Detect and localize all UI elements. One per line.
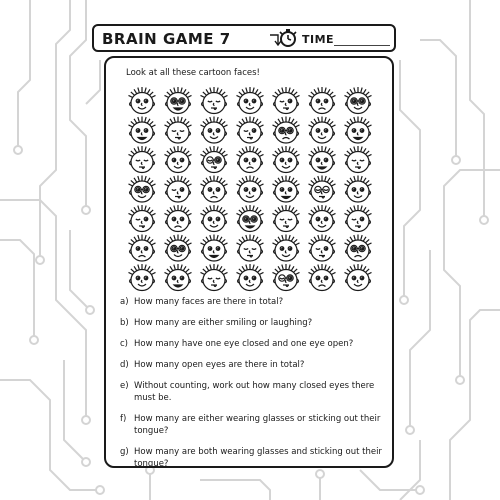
cartoon-face-icon <box>128 117 155 144</box>
cartoon-face-icon <box>164 205 191 232</box>
cartoon-face-icon <box>164 146 191 173</box>
cartoon-face-icon <box>200 146 227 173</box>
question-letter: b) <box>120 318 129 328</box>
cartoon-face-icon <box>164 117 191 144</box>
time-entry-line[interactable] <box>334 45 390 46</box>
stopwatch-icon <box>278 28 298 48</box>
faces-grid-drawing <box>124 86 376 292</box>
game-title: BRAIN GAME 7 <box>102 30 231 48</box>
cartoon-face-icon <box>272 117 299 144</box>
cartoon-face-icon <box>272 87 299 114</box>
game-header <box>92 24 396 52</box>
cartoon-face-icon <box>236 264 263 291</box>
cartoon-face-icon <box>128 264 155 291</box>
question-text: How many are either wearing glasses or sticking out their tongue? <box>134 414 381 436</box>
question-item <box>120 380 388 404</box>
cartoon-face-icon <box>344 117 371 144</box>
question-letter: d) <box>120 360 129 370</box>
cartoon-face-icon <box>272 205 299 232</box>
question-letter: a) <box>120 297 129 307</box>
cartoon-face-icon <box>200 176 227 203</box>
cartoon-face-icon <box>200 235 227 262</box>
question-item <box>120 413 388 437</box>
cartoon-face-icon <box>308 176 335 203</box>
cartoon-face-icon <box>164 264 191 291</box>
question-letter: c) <box>120 339 128 349</box>
question-text: How many are either smiling or laughing? <box>134 318 313 328</box>
question-item <box>120 338 388 350</box>
cartoon-face-icon <box>200 87 227 114</box>
cartoon-face-icon <box>236 176 263 203</box>
cartoon-face-icon <box>128 146 155 173</box>
cartoon-face-icon <box>128 235 155 262</box>
question-item <box>120 317 388 329</box>
question-letter: g) <box>120 447 129 457</box>
cartoon-face-icon <box>200 117 227 144</box>
cartoon-face-icon <box>308 87 335 114</box>
cartoon-face-icon <box>308 235 335 262</box>
question-item <box>120 359 388 371</box>
question-text: How many are both wearing glasses and sticking out their tongue? <box>134 447 382 469</box>
cartoon-face-icon <box>344 176 371 203</box>
cartoon-face-icon <box>236 146 263 173</box>
cartoon-face-icon <box>164 235 191 262</box>
cartoon-face-icon <box>344 264 371 291</box>
cartoon-face-icon <box>128 87 155 114</box>
question-item <box>120 296 388 308</box>
cartoon-face-icon <box>236 117 263 144</box>
intro-text: Look at all these cartoon faces! <box>126 68 260 78</box>
question-letter: e) <box>120 381 129 391</box>
question-text: How many open eyes are there in total? <box>134 360 305 370</box>
question-text: Without counting, work out how many closed eyes there must be. <box>134 381 375 403</box>
cartoon-face-icon <box>236 235 263 262</box>
cartoon-face-icon <box>272 146 299 173</box>
cartoon-face-icon <box>128 176 155 203</box>
cartoon-face-icon <box>344 205 371 232</box>
cartoon-face-icon <box>164 87 191 114</box>
question-item <box>120 446 388 470</box>
question-text: How many faces are there in total? <box>134 297 284 307</box>
question-text: How many have one eye closed and one eye open? <box>134 339 354 349</box>
cartoon-face-icon <box>236 205 263 232</box>
cartoon-face-icon <box>272 235 299 262</box>
faces-grid <box>124 86 376 292</box>
time-label: TIME <box>302 33 335 46</box>
cartoon-face-icon <box>344 146 371 173</box>
cartoon-face-icon <box>308 146 335 173</box>
cartoon-face-icon <box>236 87 263 114</box>
cartoon-face-icon <box>344 235 371 262</box>
cartoon-face-icon <box>200 205 227 232</box>
cartoon-face-icon <box>308 117 335 144</box>
question-letter: f) <box>120 414 127 424</box>
cartoon-face-icon <box>272 176 299 203</box>
cartoon-face-icon <box>200 264 227 291</box>
cartoon-face-icon <box>272 264 299 291</box>
puzzle-panel <box>104 56 394 468</box>
cartoon-face-icon <box>344 87 371 114</box>
cartoon-face-icon <box>128 205 155 232</box>
cartoon-face-icon <box>308 205 335 232</box>
cartoon-face-icon <box>308 264 335 291</box>
question-list <box>120 296 388 479</box>
cartoon-face-icon <box>164 176 191 203</box>
